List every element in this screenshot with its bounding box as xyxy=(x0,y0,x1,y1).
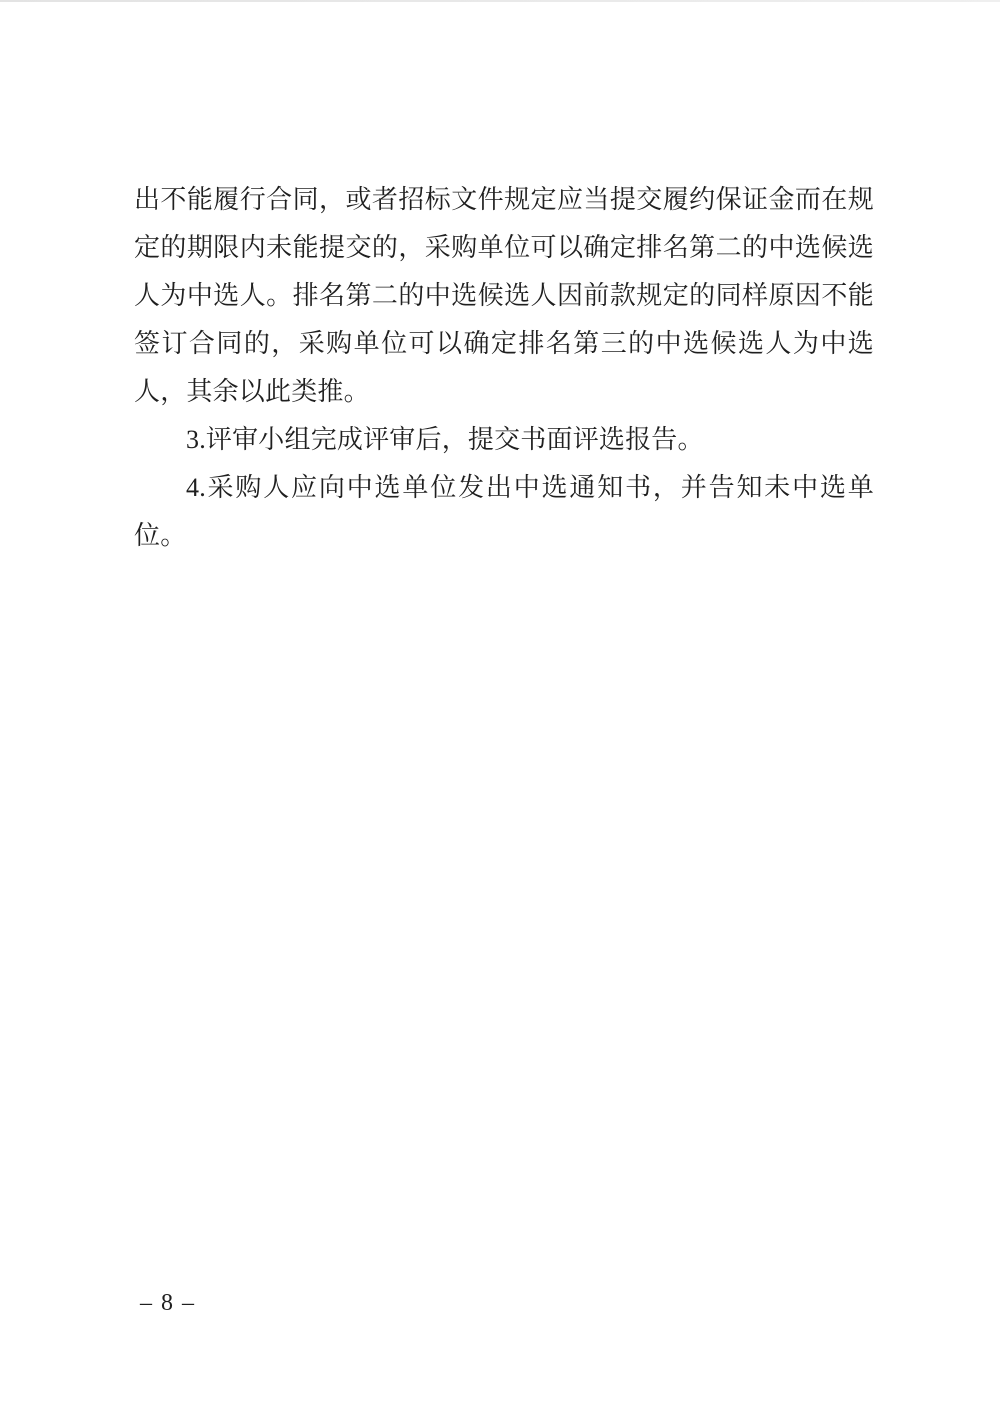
text-line-item-3: 3.评审小组完成评审后，提交书面评选报告。 xyxy=(186,425,704,454)
text-line: 人为中选人。排名第二的中选候选人因前款规定的同样原因不能 xyxy=(134,281,874,310)
scan-edge-line xyxy=(0,0,1000,2)
text-line: 位。 xyxy=(134,521,187,550)
page-number: – 8 – xyxy=(140,1290,196,1316)
text-line: 出不能履行合同，或者招标文件规定应当提交履约保证金而在规 xyxy=(134,185,874,214)
text-line: 定的期限内未能提交的，采购单位可以确定排名第二的中选候选 xyxy=(134,233,874,262)
text-line: 人，其余以此类推。 xyxy=(134,377,370,406)
text-line-item-4: 4.采购人应向中选单位发出中选通知书，并告知未中选单 xyxy=(186,473,874,502)
body-text-block xyxy=(134,176,874,560)
text-line: 签订合同的，采购单位可以确定排名第三的中选候选人为中选 xyxy=(134,329,874,358)
